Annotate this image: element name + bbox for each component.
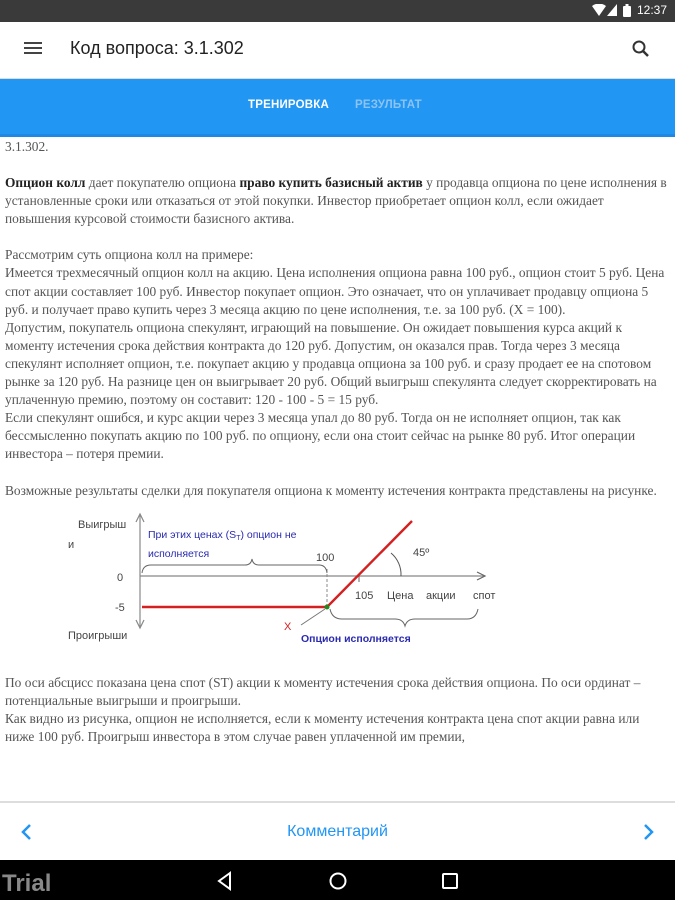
question-code: 3.1.302. xyxy=(5,139,49,154)
trial-watermark: Trial xyxy=(2,870,52,897)
search-icon[interactable] xyxy=(629,37,653,61)
status-bar xyxy=(0,0,675,22)
axes-paragraph: По оси абсцисс показана цена спот (ST) акции к моменту истечения срока действия опциона. По оси ординат – потенциальные выигрыши и проигрыши. xyxy=(5,674,641,708)
example-paragraph: Имеется трехмесячный опцион колл на акцию. Цена исполнения опциона равна 100 руб., опцион стоит 5 руб. Цена спот акции составляет 100 руб. Инвестор покупает опцион. Это означает, что он уплачивает продавцу опциона 5 руб. и получает право купить через 3 месяца акцию по цене исполнения, т.е. за 100 руб. (X = 100). xyxy=(5,265,665,317)
example-title: Рассмотрим суть опциона колл на примере: xyxy=(5,247,254,263)
strike-point xyxy=(325,604,330,609)
y-tick-premium: -5 xyxy=(115,601,125,614)
x-tick-strike: 100 xyxy=(316,551,335,564)
strike-pointer xyxy=(301,609,325,625)
system-nav-bar xyxy=(0,860,675,900)
speculator-paragraph: Допустим, покупатель опциона спекулянт, играющий на повышение. Он ожидает повышения курса акций к моменту истечения срока действия контракта до 120 руб. Допустим, он оказался прав. Тогда через 3 месяца спекулянт исполняет опцион, т.е. покупает акцию у продавца опциона за 100 руб. и сразу продает ее на спотовом рынке за 120 руб. На разнице цен он выигрывает 20 руб. Общий выигрыш спекулянта следует скорректировать на уплаченную премию, поэтому он составит: 120 - 100 - 5 = 15 руб. xyxy=(5,319,657,408)
hamburger-menu-icon[interactable] xyxy=(24,39,42,61)
recents-icon[interactable] xyxy=(439,870,461,892)
back-icon[interactable] xyxy=(214,870,236,892)
page-title: Код вопроса: 3.1.302 xyxy=(70,38,244,58)
question-content[interactable] xyxy=(5,138,670,801)
strike-marker: X xyxy=(284,620,292,633)
call-option-payoff-diagram xyxy=(5,505,565,670)
angle-label: 45º xyxy=(413,546,430,559)
status-time: 12:37 xyxy=(636,3,667,17)
exercised-label: Опцион исполняется xyxy=(301,632,411,645)
app-bar xyxy=(0,22,675,79)
x-label-spot: спот xyxy=(473,589,496,602)
tab-bar xyxy=(0,79,675,134)
home-icon[interactable] xyxy=(327,870,349,892)
not-exercised-brace xyxy=(142,559,327,573)
tab-divider xyxy=(0,134,675,137)
not-exercised-label-2: исполняется xyxy=(148,547,210,560)
comment-button[interactable]: Комментарий xyxy=(287,823,388,840)
y-label-top-1: Выигрыш xyxy=(78,518,127,531)
bottom-navigation xyxy=(0,801,675,862)
x-label-stock: акции xyxy=(426,589,456,602)
signal-icon xyxy=(607,4,617,16)
chevron-right-icon[interactable] xyxy=(639,821,659,843)
tab-result[interactable]: РЕЗУЛЬТАТ xyxy=(355,99,422,111)
mistake-paragraph: Если спекулянт ошибся, и курс акции через 3 месяца упал до 80 руб. Тогда он не исполняет опцион, так как бессмысленно покупать акцию по 100 руб. по опциону, если она стоит сейчас на рынке 80 руб. Итог операции инвестора – потеря премии. xyxy=(5,410,636,462)
y-label-top-2: и xyxy=(68,538,75,551)
conclusion-paragraph: Как видно из рисунка, опцион не исполняется, если к моменту истечения контракта цена спот акции равна или ниже 100 руб. Проигрыш инвестора в этом случае равен уплаченной им премии, xyxy=(5,710,640,744)
y-label-bottom: Проигрыши xyxy=(68,629,128,642)
tab-training[interactable]: ТРЕНИРОВКА xyxy=(248,99,330,111)
intro-bold-1: Опцион колл xyxy=(5,175,86,191)
y-tick-zero: 0 xyxy=(117,571,124,584)
battery-icon xyxy=(623,4,631,17)
results-paragraph: Возможные результаты сделки для покупателя опциона к моменту истечения контракта представлены на рисунке. xyxy=(5,482,657,498)
exercised-brace xyxy=(330,609,478,626)
not-exercised-label-1: При этих ценах (ST) опцион не xyxy=(148,528,297,542)
intro-text-2: у продавца опциона по цене исполнения в установленные сроки или отказаться от этой покупки. Инвестор приобретает опцион колл, если ожидает повышения курсовой стоимости базисного актива. xyxy=(5,175,667,227)
x-label-price: Цена xyxy=(387,589,414,602)
wifi-icon xyxy=(592,4,606,16)
x-tick-breakeven: 105 xyxy=(355,589,374,602)
angle-arc xyxy=(391,553,401,576)
intro-paragraph xyxy=(5,174,670,228)
intro-text-1: дает покупателю опциона xyxy=(85,175,240,191)
intro-bold-2: право купить базисный актив xyxy=(239,175,423,191)
